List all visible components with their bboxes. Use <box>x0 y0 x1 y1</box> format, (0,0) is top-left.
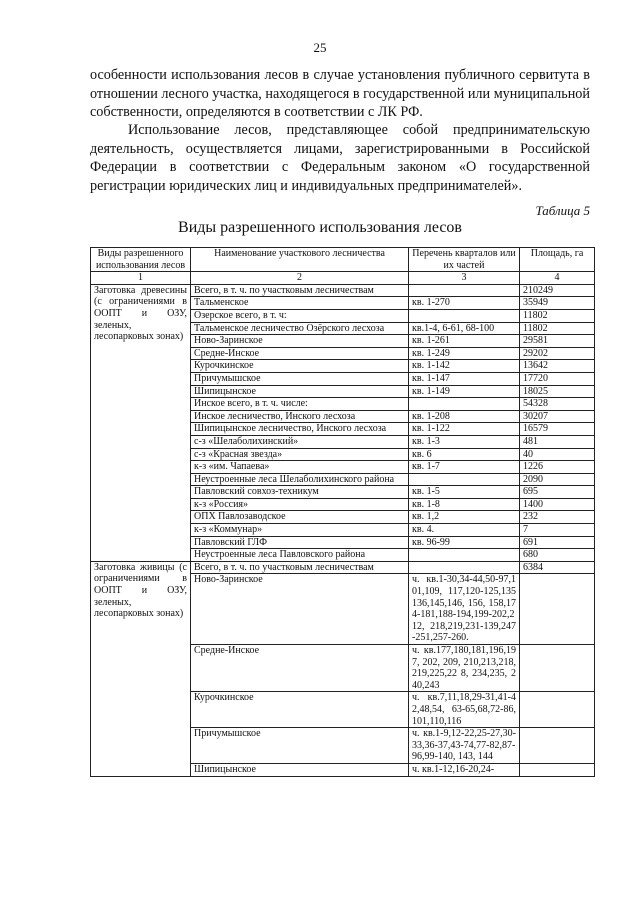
column-number: 2 <box>191 272 409 285</box>
use-type-cell: Заготовка живицы (с ограничениями в ООПТ и ОЗУ, зеленых, лесопарковых зонах) <box>91 561 191 776</box>
quarters-cell: кв. 6 <box>409 448 520 461</box>
quarters-cell <box>409 309 520 322</box>
forestry-name-cell: Шипицынское <box>191 763 409 776</box>
column-number: 1 <box>91 272 191 285</box>
table-title: Виды разрешенного использования лесов <box>178 219 462 236</box>
forestry-name-cell: Неустроенные леса Павловского района <box>191 549 409 562</box>
quarters-cell: кв. 1-249 <box>409 347 520 360</box>
table-row <box>91 561 595 574</box>
forestry-name-cell: Тальменское <box>191 297 409 310</box>
area-cell: 29581 <box>520 335 595 348</box>
permitted-uses-table <box>90 247 595 777</box>
quarters-cell: кв. 1-147 <box>409 372 520 385</box>
area-cell: 232 <box>520 511 595 524</box>
quarters-cell: кв. 1-149 <box>409 385 520 398</box>
header-quarters: Перечень кварталов или их частей <box>409 248 520 272</box>
quarters-cell: кв. 1-122 <box>409 423 520 436</box>
quarters-cell: кв. 1-7 <box>409 461 520 474</box>
quarters-cell <box>409 549 520 562</box>
quarters-cell: ч. кв.1-9,12-22,25-27,30-33,36-37,43-74,77-82,87-96,99-140, 143, 144 <box>409 728 520 764</box>
forestry-name-cell: к-з «Коммунар» <box>191 524 409 537</box>
forestry-name-cell: Инское лесничество, Инского лесхоза <box>191 410 409 423</box>
forestry-name-cell: Средне-Инское <box>191 645 409 692</box>
column-number: 3 <box>409 272 520 285</box>
forestry-name-cell: с-з «Красная звезда» <box>191 448 409 461</box>
header-forestry-name: Наименование участкового лесничества <box>191 248 409 272</box>
paragraph-servitude: особенности использования лесов в случае установления публичного сервитута в отношении лесного участка, находящегося в государственной или муниципальной собственности, определяются в соответствии с ЛК РФ. <box>90 67 590 120</box>
area-cell <box>520 574 595 645</box>
quarters-cell: кв. 1-270 <box>409 297 520 310</box>
area-cell: 54328 <box>520 398 595 411</box>
quarters-cell: ч. кв.177,180,181,196,197, 202, 209, 210,213,218,219,225,22 8, 234,235, 240,243 <box>409 645 520 692</box>
area-cell <box>520 645 595 692</box>
area-cell: 11802 <box>520 322 595 335</box>
quarters-cell: кв. 96-99 <box>409 536 520 549</box>
forestry-name-cell: Шипицынское лесничество, Инского лесхоза <box>191 423 409 436</box>
quarters-cell <box>409 561 520 574</box>
area-cell: 1400 <box>520 498 595 511</box>
forestry-name-cell: ОПХ Павлозаводское <box>191 511 409 524</box>
area-cell <box>520 692 595 728</box>
area-cell: 210249 <box>520 284 595 297</box>
quarters-cell: кв. 1-3 <box>409 435 520 448</box>
area-cell: 11802 <box>520 309 595 322</box>
column-number: 4 <box>520 272 595 285</box>
header-use-type: Виды разрешенного использования лесов <box>91 248 191 272</box>
forestry-name-cell: Курочкинское <box>191 360 409 373</box>
area-cell: 30207 <box>520 410 595 423</box>
quarters-cell: кв. 1-208 <box>409 410 520 423</box>
use-type-cell: Заготовка древесины (с ограничениями в ООПТ и ОЗУ, зеленых, лесопарковых зонах) <box>91 284 191 561</box>
area-cell: 2090 <box>520 473 595 486</box>
forestry-name-cell: Тальменское лесничество Озёрского лесхоза <box>191 322 409 335</box>
forestry-name-cell: Причумышское <box>191 372 409 385</box>
area-cell: 7 <box>520 524 595 537</box>
area-cell: 691 <box>520 536 595 549</box>
area-cell: 6384 <box>520 561 595 574</box>
forestry-name-cell: Курочкинское <box>191 692 409 728</box>
quarters-cell: ч. кв.1-30,34-44,50-97,101,109, 117,120-125,135136,145,146, 156, 158,174-181,188-194,199-202,212, 218,219,231-139,247-251,257-260. <box>409 574 520 645</box>
forestry-name-cell: Павловский ГЛФ <box>191 536 409 549</box>
area-cell: 16579 <box>520 423 595 436</box>
forestry-name-cell: Средне-Инское <box>191 347 409 360</box>
area-cell: 40 <box>520 448 595 461</box>
table-header-row <box>91 248 595 272</box>
area-cell: 680 <box>520 549 595 562</box>
area-cell <box>520 763 595 776</box>
forestry-name-cell: Ново-Заринское <box>191 574 409 645</box>
quarters-cell <box>409 473 520 486</box>
forestry-name-cell: Причумышское <box>191 728 409 764</box>
forestry-name-cell: Озерское всего, в т. ч: <box>191 309 409 322</box>
forestry-name-cell: Неустроенные леса Шелаболихинского района <box>191 473 409 486</box>
forestry-name-cell: к-з «Россия» <box>191 498 409 511</box>
area-cell: 695 <box>520 486 595 499</box>
area-cell: 17720 <box>520 372 595 385</box>
forestry-name-cell: с-з «Шелаболихинский» <box>191 435 409 448</box>
forestry-name-cell: Инское всего, в т. ч. числе: <box>191 398 409 411</box>
quarters-cell: кв. 4. <box>409 524 520 537</box>
column-numbers-row <box>91 272 595 285</box>
forestry-name-cell: Всего, в т. ч. по участковым лесничествам <box>191 561 409 574</box>
area-cell: 1226 <box>520 461 595 474</box>
area-cell: 29202 <box>520 347 595 360</box>
forestry-name-cell: Павловский совхоз-техникум <box>191 486 409 499</box>
area-cell <box>520 728 595 764</box>
table-body <box>91 248 595 777</box>
header-area: Площадь, га <box>520 248 595 272</box>
area-cell: 13642 <box>520 360 595 373</box>
quarters-cell: кв. 1,2 <box>409 511 520 524</box>
quarters-cell: кв. 1-261 <box>409 335 520 348</box>
quarters-cell <box>409 284 520 297</box>
quarters-cell: кв. 1-142 <box>409 360 520 373</box>
table-caption: Таблица 5 <box>535 203 590 218</box>
paragraph-business-use: Использование лесов, представляющее собой предпринимательскую деятельность, осуществляется лицами, зарегистрированными в Российской Федерации в соответствии с Федеральным законом «О государственной регистрации юридических лиц и индивидуальных предпринимателей». <box>90 122 590 194</box>
area-cell: 35949 <box>520 297 595 310</box>
area-cell: 18025 <box>520 385 595 398</box>
quarters-cell: кв. 1-8 <box>409 498 520 511</box>
page-number: 25 <box>313 40 327 55</box>
forestry-name-cell: Всего, в т. ч. по участковым лесничествам <box>191 284 409 297</box>
forestry-name-cell: Шипицынское <box>191 385 409 398</box>
quarters-cell: кв.1-4, 6-61, 68-100 <box>409 322 520 335</box>
area-cell: 481 <box>520 435 595 448</box>
table-row <box>91 284 595 297</box>
forestry-name-cell: к-з «им. Чапаева» <box>191 461 409 474</box>
quarters-cell <box>409 398 520 411</box>
quarters-cell: ч. кв.7,11,18,29-31,41-42,48,54, 63-65,68,72-86,101,110,116 <box>409 692 520 728</box>
quarters-cell: ч. кв.1-12,16-20,24- <box>409 763 520 776</box>
quarters-cell: кв. 1-5 <box>409 486 520 499</box>
forestry-name-cell: Ново-Заринское <box>191 335 409 348</box>
